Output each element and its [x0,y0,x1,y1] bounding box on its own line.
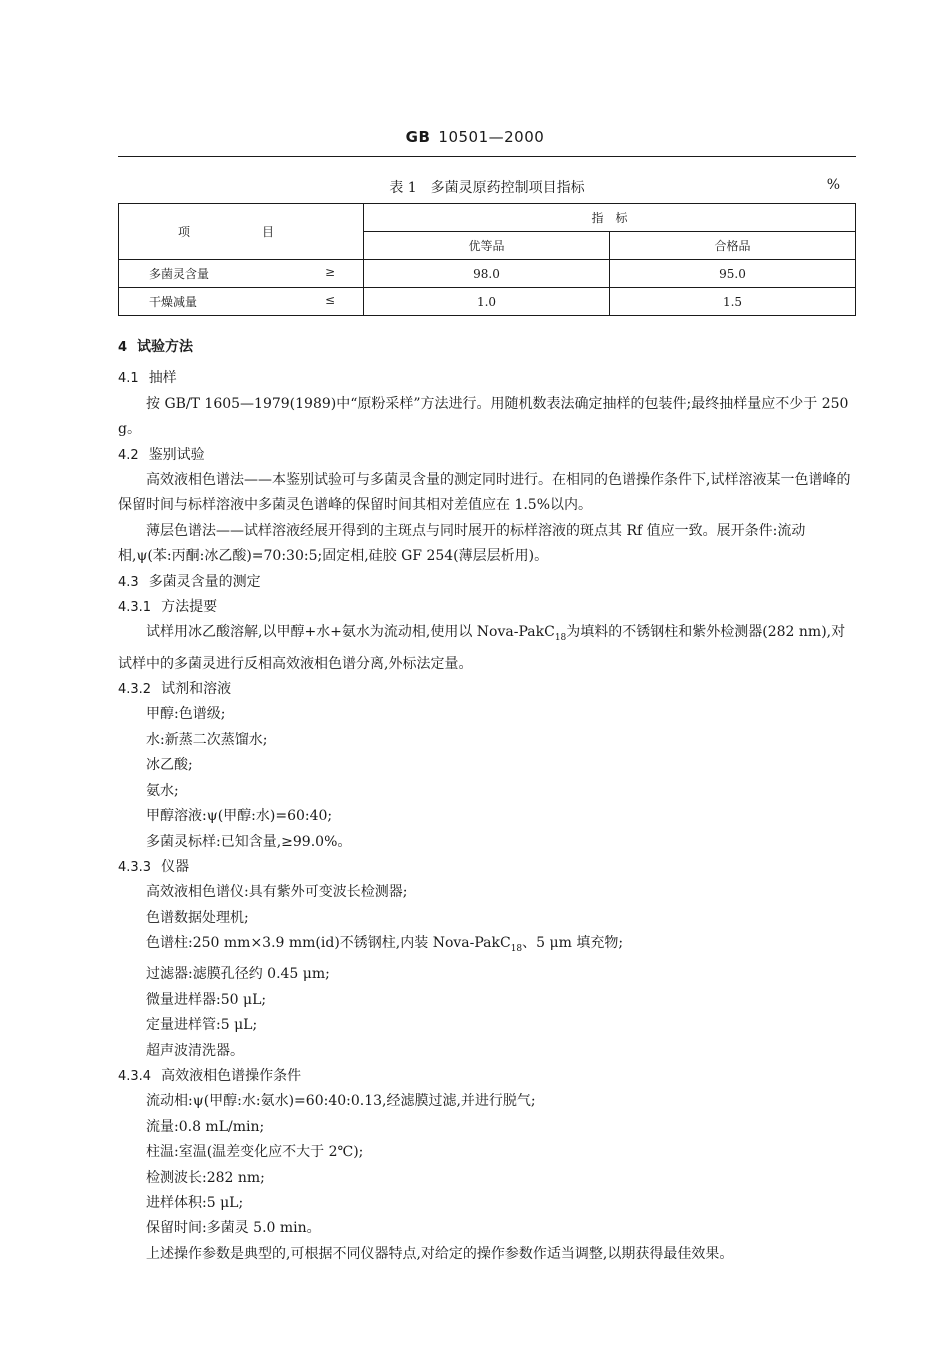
list-item: 甲醇:色谱级; [146,706,226,723]
standard-number: 10501—2000 [438,128,545,146]
row-name: 干燥减量 [149,295,198,309]
list-item: 多菌灵标样:已知含量,≥99.0%。 [146,833,352,850]
col-item-header: 项 目 [119,204,364,260]
list-item: 超声波清洗器。 [146,1042,244,1059]
list-item: 流量:0.8 mL/min; [146,1118,265,1135]
row-name: 多菌灵含量 [149,267,210,281]
section-4-2-heading: 4.2 鉴别试验 [118,446,205,463]
list-item: 保留时间:多菌灵 5.0 min。 [146,1220,321,1237]
list-item: 高效液相色谱仪:具有紫外可变波长检测器; [146,884,408,901]
section-4-1-text: 按 GB/T 1605—1979(1989)中“原粉采样”方法进行。用随机数表法确定抽样的包装件;最终抽样量应不少于 250 g。 [118,395,849,438]
list-item: 进样体积:5 μL; [146,1195,244,1211]
section-4-2-paragraph-1: 高效液相色谱法——本鉴别试验可与多菌灵含量的测定同时进行。在相同的色谱操作条件下,试样溶液某一色谱峰的保留时间与标样溶液中多菌灵色谱峰的保留时间其相对差值应在 1.5%以内。 [118,472,851,514]
row-operator: ≥ [324,265,335,279]
list-item: 微量进样器:50 μL; [146,991,267,1008]
section-4-2-paragraph-2: 薄层色谱法——试样溶液经展开得到的主斑点与同时展开的标样溶液的斑点其 Rf 值应一致。展开条件:流动相,ψ(苯:丙酮:冰乙酸)=70:30:5;固定相,硅胶 GF 254(薄层层析用)。 [118,522,806,565]
section-4-3-2-heading: 4.3.2 试剂和溶液 [118,681,232,698]
list-item: 过滤器:滤膜孔径约 0.45 μm; [146,966,330,983]
list-item: 冰乙酸; [146,757,193,774]
col-index-header: 指 标 [364,204,856,232]
spec-table [118,203,856,316]
col-grade1-header: 优等品 [364,232,610,260]
body-text [118,333,858,1267]
list-item: 甲醇溶液:ψ(甲醇:水)=60:40; [146,808,333,825]
section-4-3-4-heading: 4.3.4 高效液相色谱操作条件 [118,1067,302,1084]
row-value-grade1: 98.0 [364,260,610,288]
table-caption: 表 1 多菌灵原药控制项目指标 [389,180,585,196]
list-item: 流动相:ψ(甲醇:水:氨水)=60:40:0.13,经滤膜过滤,并进行脱气; [146,1093,536,1110]
list-item: 水:新蒸二次蒸馏水; [146,731,268,748]
table-row [119,288,856,316]
row-value-grade2: 1.5 [610,288,856,316]
section-4-3-heading: 4.3 多菌灵含量的测定 [118,573,261,590]
list-item: 定量进样管:5 μL; [146,1017,258,1034]
table-header-row [119,204,856,232]
list-item: 色谱数据处理机; [146,909,249,926]
page-header [0,128,950,146]
row-name-cell [119,288,364,316]
list-item: 柱温:室温(温差变化应不大于 2℃); [146,1144,364,1161]
list-item: 氨水; [146,782,179,799]
row-value-grade2: 95.0 [610,260,856,288]
table-unit: % [826,177,840,193]
row-value-grade1: 1.0 [364,288,610,316]
table-row [119,260,856,288]
section-4-1-heading: 4.1 抽样 [118,370,177,387]
list-item: 检测波长:282 nm; [146,1169,265,1186]
row-operator: ≤ [324,293,335,307]
list-item: 色谱柱:250 mm×3.9 mm(id)不锈钢柱,内装 Nova-PakC$_{18}$、5 μm 填充物; [146,935,624,954]
section-4-heading: 4 试验方法 [118,339,194,355]
col-grade2-header: 合格品 [610,232,856,260]
section-4-3-1-heading: 4.3.1 方法提要 [118,599,218,616]
section-4-3-1-text: 试样用冰乙酸溶解,以甲醇+水+氨水为流动相,使用以 Nova-PakC$_{18}$为填料的不锈钢柱和紫外检测器(282 nm),对试样中的多菌灵进行反相高效液相色谱分离,外标法定量。 [118,624,846,672]
standard-prefix: GB [405,128,431,146]
row-name-cell [119,260,364,288]
section-4-3-3-heading: 4.3.3 仪器 [118,858,190,875]
header-rule [118,156,856,157]
list-item: 上述操作参数是典型的,可根据不同仪器特点,对给定的操作参数作适当调整,以期获得最佳效果。 [146,1245,734,1262]
